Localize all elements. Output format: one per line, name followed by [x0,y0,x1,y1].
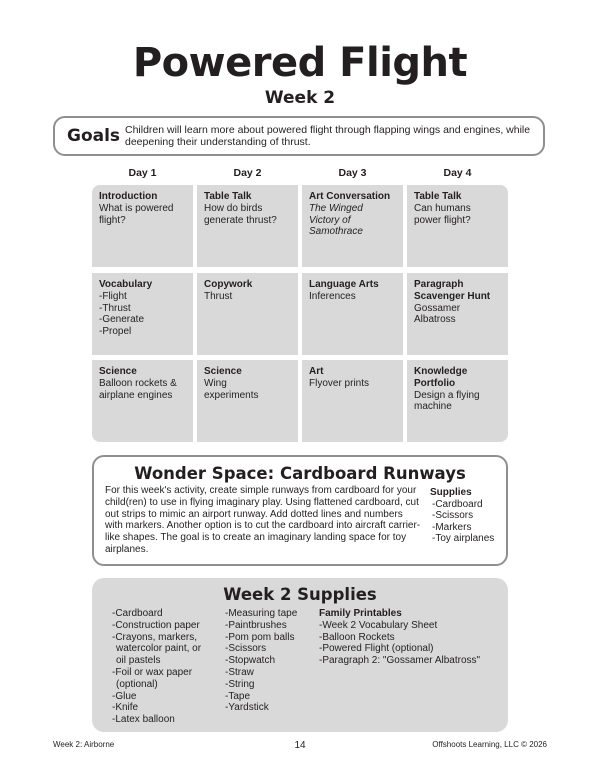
goals-text: Children will learn more about powered flight through flapping wings and engines, while deepening their understanding of thrust. [125,124,531,148]
cell-line: Flyover prints [309,377,370,389]
schedule-cell [197,185,298,267]
schedule-cell [302,273,403,355]
schedule-cell [407,273,508,355]
cell-line: Thrust [204,290,233,302]
page-number: 14 [294,740,306,751]
cell-title: Art Conversation [309,191,391,202]
family-printables-label: Family Printables [319,608,402,619]
cell-line: experiments [204,389,259,401]
list-item: -Toy airplanes [432,533,495,544]
supplies-column-2 [225,608,319,714]
cell-line: Albatross [414,314,456,326]
cell-line: Wing [204,377,227,389]
cell-title: Paragraph Scavenger Hunt [414,279,491,302]
cell-title: Vocabulary [99,279,153,290]
cell-line: Gossamer [414,302,461,314]
cell-title: Science [204,366,242,377]
list-item: -Knife [112,702,139,714]
list-item: -Yardstick [225,702,269,714]
day-header-2: Day 2 [233,167,262,179]
cell-title: Language Arts [309,279,379,290]
cell-line: -Flight [99,290,127,302]
wonder-space-text: For this week's activity, create simple runways from cardboard for your child(ren) to use in flying imaginary play. Using flattened cardboard, cut out strips to mimic an airport runway. Add dotted lines and numbers with markers. Another option is to cut the cardboard into aircraft carrier-like shapes. The goal is to create an imaginary landing space for toy airplanes. [105,485,421,555]
list-item: -Crayons, markers, [112,631,198,643]
list-item: -Cardboard [432,498,483,510]
list-item: -Paintbrushes [225,619,287,631]
list-item: oil pastels [116,655,161,667]
supplies-column-3 [319,608,504,667]
schedule-cell [197,273,298,355]
week-supplies-box [92,578,508,732]
list-item: -Stopwatch [225,655,276,667]
list-item: -Measuring tape [225,608,298,619]
cell-title: Knowledge Portfolio [414,366,468,389]
cell-title: Table Talk [414,191,462,202]
cell-title: Table Talk [204,191,252,202]
cell-line: How do birds [204,202,263,214]
week-supplies-title: Week 2 Supplies [223,585,377,604]
cell-title: Science [99,366,137,377]
cell-line: Balloon rockets & [99,377,177,389]
cell-line: Inferences [309,290,356,302]
schedule-cell [407,185,508,267]
cell-title: Art [309,366,324,377]
list-item: -Construction paper [112,619,200,631]
schedule-cell [92,273,193,355]
list-item: -Straw [225,666,254,678]
page-subtitle: Week 2 [264,88,336,108]
schedule-cell [302,185,403,267]
footer-left-text: Week 2: Airborne [53,740,115,749]
list-item: -Pom pom balls [225,631,295,643]
list-item: -Balloon Rockets [319,631,395,643]
list-item: -String [225,678,255,690]
schedule-cell [92,185,193,267]
cell-line: -Generate [99,314,145,326]
cell-line: What is powered [99,202,174,214]
wonder-space-title: Wonder Space: Cardboard Runways [134,464,466,483]
cell-line: flight? [99,214,126,226]
footer-right-text: Offshoots Learning, LLC © 2026 [432,740,547,749]
list-item: -Paragraph 2: "Gossamer Albatross" [319,655,481,667]
wonder-supplies-label: Supplies [430,487,472,498]
list-item: -Foil or wax paper [112,666,193,678]
list-item: (optional) [116,678,158,690]
list-item: -Latex balloon [112,714,175,726]
list-item: -Tape [225,690,251,702]
cell-line: generate thrust? [204,214,277,226]
wonder-space-box [92,455,508,566]
cell-line: -Thrust [99,302,131,314]
cell-line: machine [414,401,452,413]
goals-label: Goals [67,126,121,146]
schedule-cell [407,360,508,442]
cell-line: Design a flying [414,389,480,401]
wonder-supplies-list [430,487,506,545]
cell-line: The Winged [309,202,363,214]
list-item: -Glue [112,690,137,702]
list-item: -Scissors [225,643,267,655]
list-item: -Scissors [432,510,474,521]
day-header-4: Day 4 [443,167,472,179]
list-item: watercolor paint, or [116,643,202,655]
cell-line: Samothrace [309,226,363,238]
cell-line: Victory of [309,214,351,226]
list-item: -Markers [432,521,472,533]
cell-line: Can humans [414,202,471,214]
cell-line: power flight? [414,214,471,226]
schedule-cell [197,360,298,442]
page-title: Powered Flight [132,40,468,86]
list-item: -Week 2 Vocabulary Sheet [319,619,438,631]
list-item: -Powered Flight (optional) [319,643,434,655]
cell-line: airplane engines [99,389,173,401]
day-header-3: Day 3 [338,167,367,179]
cell-title: Copywork [204,279,253,290]
schedule-cell [92,360,193,442]
list-item: -Cardboard [112,608,163,619]
supplies-column-1 [112,608,224,726]
schedule-cell [302,360,403,442]
goals-box [53,116,545,156]
cell-line: -Propel [99,326,132,338]
day-header-1: Day 1 [128,167,157,179]
cell-title: Introduction [99,191,158,202]
